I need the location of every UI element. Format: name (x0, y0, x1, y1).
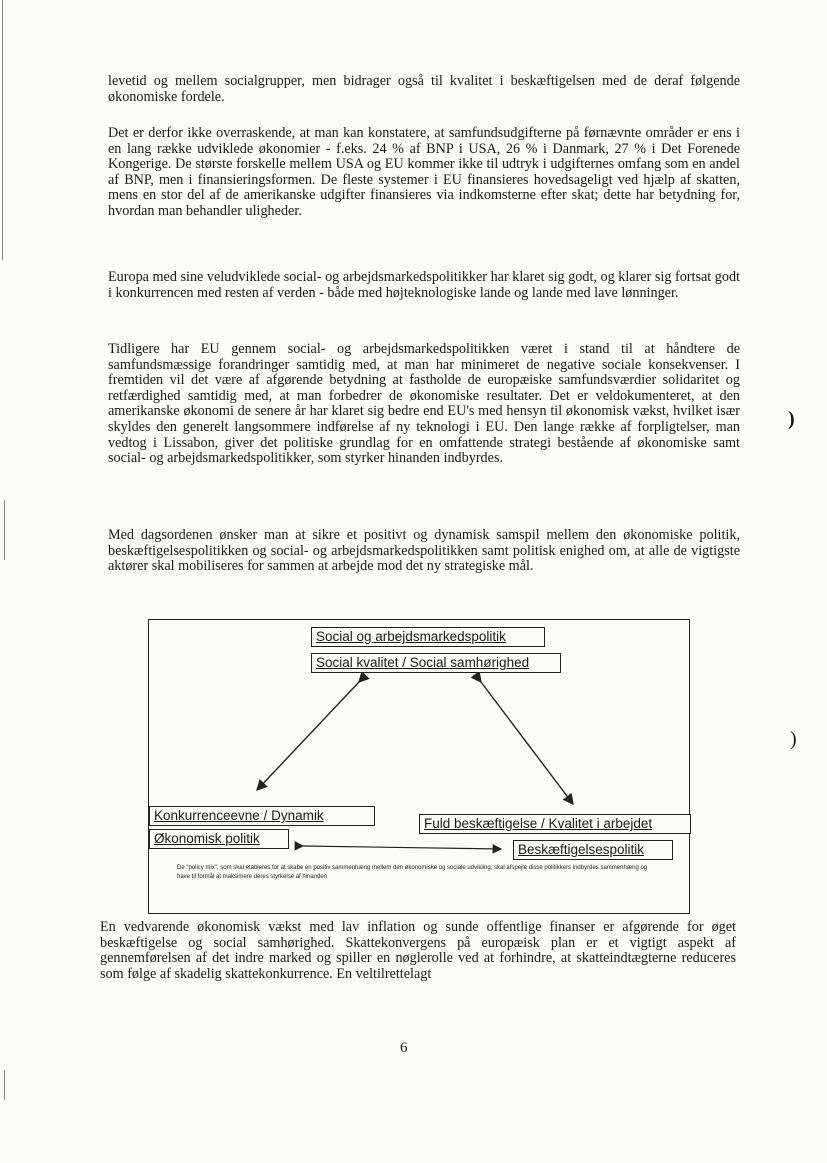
box-employment-policy: Beskæftigelsespolitik (513, 840, 673, 860)
paragraph-1: levetid og mellem socialgrupper, men bidrager også til kvalitet i beskæftigelsen med de deraf følgende økonomiske fordele. (108, 73, 740, 105)
box-social-policy: Social og arbejdsmarkedspolitik (311, 627, 545, 647)
paragraph-4: Tidligere har EU gennem social- og arbejdsmarkedspolitikken været i stand til at håndtere de samfundsmæssige forandringer samtidig med, at man har minimeret de negative sociale konsekvenser. I fremtiden vil det være af afgørende betydning at fastholde de europæiske samfundsværdier solidaritet og retfærdighed samtidig med, at man forbedrer de økonomiske resultater. Det er veldokumenteret, at den amerikanske økonomi de senere år har klaret sig bedre end EU's med hensyn til økonomisk vækst, hvilket især skyldes den generelt langsommere indførelse af ny teknologi i EU. Den lange række af forpligtelser, man vedtog i Lissabon, giver det politiske grundlag for en omfattende strategi bestående af økonomiske samt social- og arbejdsmarkedspolitikker, som styrker hinanden indbyrdes. (108, 341, 740, 467)
box-economic-policy: Økonomisk politik (149, 829, 289, 849)
box-full-employment: Fuld beskæftigelse / Kvalitet i arbejdet (419, 814, 691, 834)
paragraph-2: Det er derfor ikke overraskende, at man kan konstatere, at samfundsudgifterne på førnævnte områder er ens i en lang række udviklede økonomier - f.eks. 24 % af BNP i USA, 26 % i Danmark, 27 % i Det Forenede Kongerige. De største forskelle mellem USA og EU kommer ikke til udtryk i udgifternes omfang som en andel af BNP, men i finansieringsformen. De fleste systemer i EU finansieres hovedsageligt ved hjælp af skatten, mens en stor del af de amerikanske udgifter finansieres via indkomsterne efter skat; dette har betydning for, hvordan man behandler uligheder. (108, 125, 740, 219)
arrow-kvalitet-to-fuld (481, 682, 573, 804)
diagram-caption: De "policy mix", som skal etableres for at skabe en positiv sammenhæng mellem den økonomiske og sociale udvikling, skal afspejle disse politikkers indbyrdes sammenhæng og have til formål at maksimere deres styrkelse af hinanden (177, 865, 648, 880)
paragraph-6: En vedvarende økonomisk vækst med lav inflation og sunde offentlige finanser er afgørende for øget beskæftigelse og social samhørighed. Skattekonvergens på europæisk plan er et vigtigt aspekt af gennemførelsen af det indre marked og spiller en nøglerolle ved at forhindre, at skatteindtægterne reduceres som følge af skadelig skattekonkurrence. En veltilrettelagt (100, 919, 736, 982)
arrow-okonomisk-to-beskaeftigelse (303, 846, 501, 849)
policy-diagram (148, 619, 690, 914)
scan-edge-line (4, 1070, 5, 1100)
box-competitiveness: Konkurrenceevne / Dynamik (149, 806, 375, 826)
paragraph-5: Med dagsordenen ønsker man at sikre et positivt og dynamisk samspil mellem den økonomiske politik, beskæftigelsespolitikken og social- og arbejdsmarkedspolitikken samt politisk enighed om, at alle de vigtigste aktører skal mobiliseres for sammen at arbejde mod det ny strategiske mål. (108, 527, 740, 575)
arrow-kvalitet-to-konkurrence (257, 682, 359, 790)
margin-mark-2: ) (790, 728, 797, 750)
margin-mark-1: ) (788, 408, 795, 430)
box-social-quality: Social kvalitet / Social samhørighed (311, 653, 561, 673)
scan-edge-line (2, 0, 3, 260)
scan-edge-line (4, 500, 5, 560)
page-number: 6 (400, 1040, 408, 1056)
paragraph-3: Europa med sine veludviklede social- og arbejdsmarkedspolitikker har klaret sig godt, og klarer sig fortsat godt i konkurrencen med resten af verden - både med højteknologiske lande og lande med lave lønninger. (108, 269, 740, 301)
